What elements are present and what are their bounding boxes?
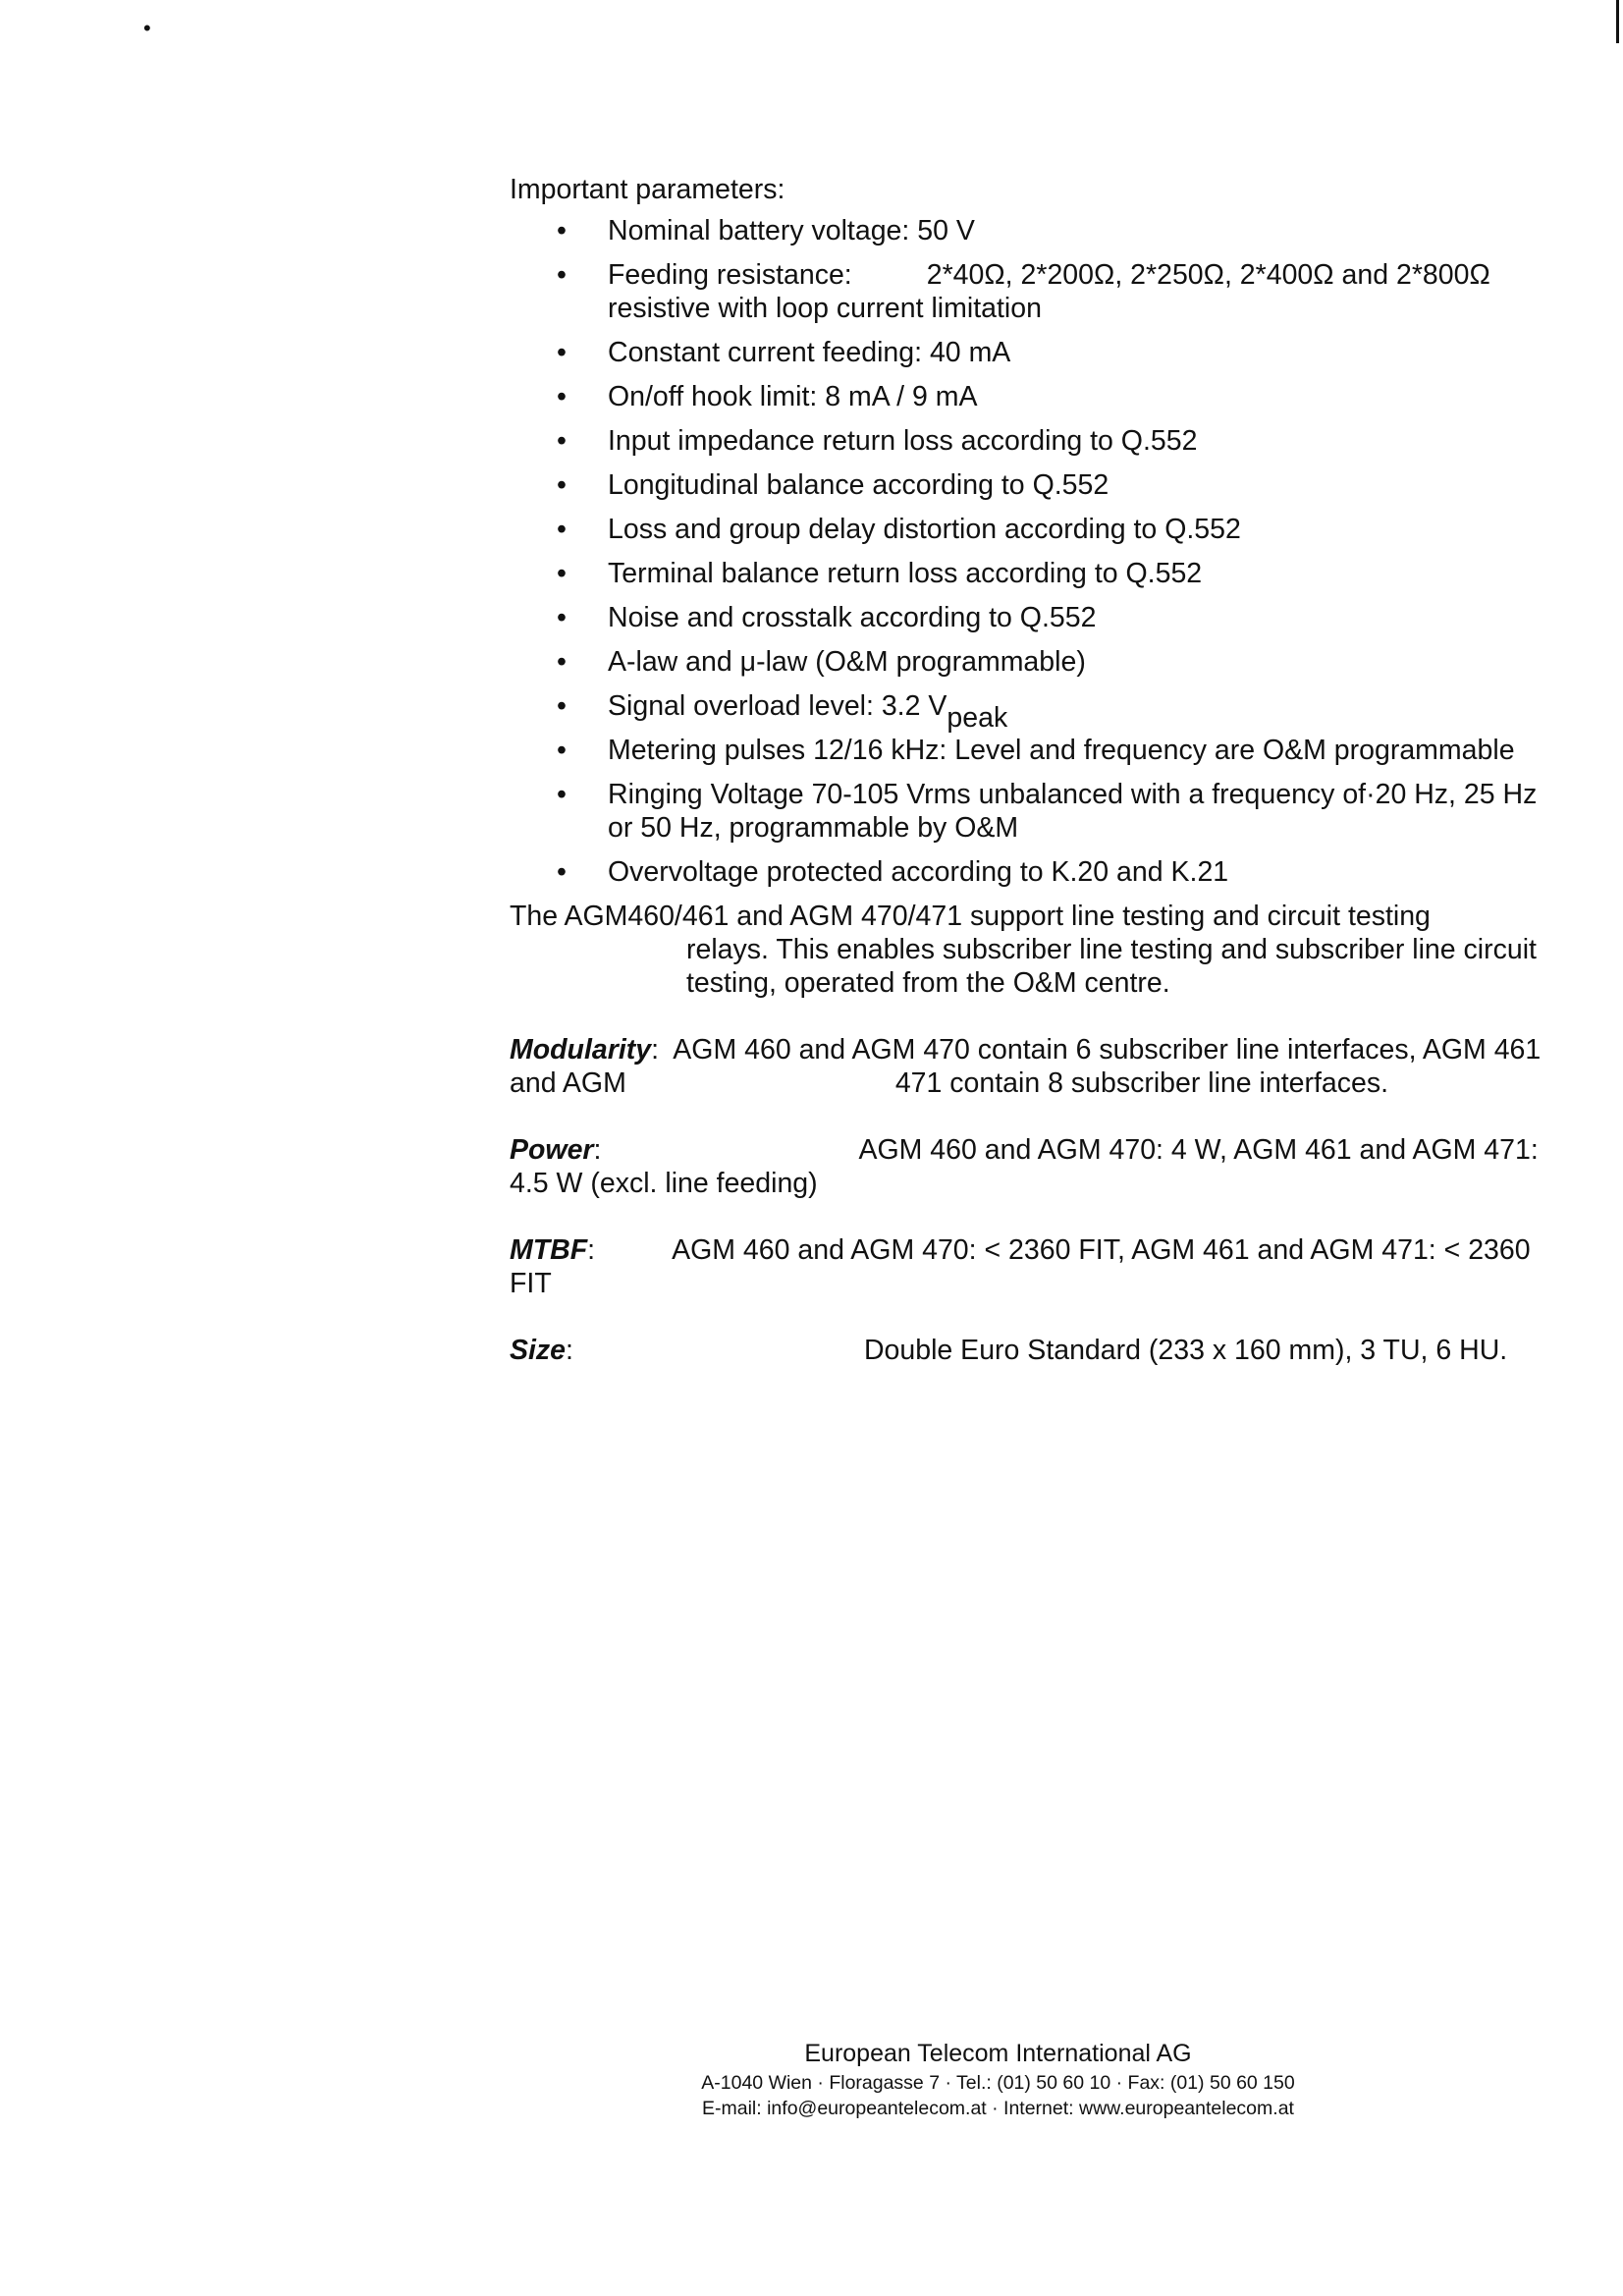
- power-section: Power: AGM 460 and AGM 470: 4 W, AGM 461 and AGM 471: 4.5 W (excl. line feeding): [510, 1134, 1539, 1199]
- mtbf-label: MTBF: [510, 1234, 588, 1266]
- param-text: Terminal balance return loss according to Q.552: [608, 558, 1203, 589]
- size-text: Double Euro Standard (233 x 160 mm), 3 TU, 6 HU.: [863, 1335, 1508, 1366]
- param-text: Signal overload level: 3.2 V: [608, 690, 947, 722]
- company-contact: E-mail: info@europeantelecom.at · Internet: www.europeantelecom.at: [702, 2098, 1294, 2119]
- param-text: Constant current feeding: 40 mA: [608, 337, 1011, 368]
- param-text: Ringing Voltage 70-105 Vrms unbalanced with a frequency of·20 Hz, 25 Hz or 50 Hz, programmable by O&M: [608, 779, 1538, 844]
- param-item: [510, 601, 1550, 634]
- param-text: Nominal battery voltage: 50 V: [608, 215, 975, 246]
- modularity-text-a: AGM 460 and AGM 470 contain 6 subscriber line interfaces, AGM 461 and AGM: [510, 1034, 1542, 1099]
- param-item: [510, 689, 1550, 734]
- bullet-icon: •: [557, 779, 567, 810]
- param-text: Noise and crosstalk according to Q.552: [608, 602, 1097, 633]
- testing-paragraph: [510, 900, 1550, 1000]
- param-text: On/off hook limit: 8 mA / 9 mA: [608, 381, 978, 412]
- size-label: Size: [510, 1335, 567, 1366]
- scan-edge-line: [1616, 0, 1619, 43]
- document-body: [510, 173, 1550, 1367]
- bullet-icon: •: [557, 690, 567, 722]
- feeding-values: 2*40Ω, 2*200Ω, 2*250Ω, 2*400Ω and 2*800Ω resistive with loop current limitation: [608, 259, 1490, 324]
- modularity-label: Modularity: [510, 1034, 652, 1066]
- peak-subscript: peak: [947, 702, 1008, 734]
- bullet-icon: •: [557, 425, 567, 457]
- bullet-icon: •: [557, 602, 567, 633]
- scan-mark: •: [143, 16, 151, 40]
- param-text: Input impedance return loss according to Q.552: [608, 425, 1198, 457]
- modularity-section: Modularity: AGM 460 and AGM 470 contain 6 subscriber line interfaces, AGM 461 and AGM 471 contain 8 subscriber line interfaces.: [510, 1034, 1542, 1099]
- params-heading: Important parameters:: [510, 174, 785, 205]
- param-item: [510, 424, 1550, 458]
- bullet-icon: •: [557, 215, 567, 246]
- bullet-icon: •: [557, 856, 567, 888]
- power-label: Power: [510, 1134, 594, 1166]
- param-item: [510, 645, 1550, 679]
- bullet-icon: •: [557, 259, 567, 291]
- mtbf-section: MTBF: AGM 460 and AGM 470: < 2360 FIT, AGM 461 and AGM 471: < 2360 FIT: [510, 1234, 1531, 1299]
- bullet-icon: •: [557, 646, 567, 678]
- param-text: Loss and group delay distortion according to Q.552: [608, 514, 1241, 545]
- param-item: [510, 258, 1550, 325]
- company-name: European Telecom International AG: [804, 2040, 1192, 2067]
- param-text: Feeding resistance:: [608, 259, 852, 291]
- size-section: Size: Double Euro Standard (233 x 160 mm), 3 TU, 6 HU.: [510, 1335, 1508, 1366]
- power-text: AGM 460 and AGM 470: 4 W, AGM 461 and AGM 471: 4.5 W (excl. line feeding): [510, 1134, 1539, 1199]
- bullet-icon: •: [557, 514, 567, 545]
- testing-continuation: relays. This enables subscriber line testing and subscriber line circuit testing, operated from the O&M centre.: [686, 934, 1537, 999]
- bullet-icon: •: [557, 381, 567, 412]
- param-item: [510, 778, 1550, 845]
- mtbf-text: AGM 460 and AGM 470: < 2360 FIT, AGM 461 and AGM 471: < 2360 FIT: [510, 1234, 1531, 1299]
- param-item: [510, 336, 1550, 369]
- param-item: [510, 513, 1550, 546]
- param-item: [510, 855, 1550, 889]
- bullet-icon: •: [557, 558, 567, 589]
- testing-first-line: The AGM460/461 and AGM 470/471 support line testing and circuit testing: [510, 901, 1431, 932]
- param-text: Metering pulses 12/16 kHz: Level and frequency are O&M programmable: [608, 735, 1515, 766]
- bullet-icon: •: [557, 469, 567, 501]
- modularity-text-b: 471 contain 8 subscriber line interfaces.: [894, 1067, 1389, 1099]
- param-text: Longitudinal balance according to Q.552: [608, 469, 1109, 501]
- bullet-icon: •: [557, 735, 567, 766]
- param-item: [510, 380, 1550, 413]
- param-text: A-law and μ-law (O&M programmable): [608, 646, 1086, 678]
- param-item: [510, 468, 1550, 502]
- params-list: [510, 214, 1550, 889]
- param-text: Overvoltage protected according to K.20 and K.21: [608, 856, 1229, 888]
- param-item: [510, 214, 1550, 247]
- letterhead-footer: [0, 2037, 1623, 2121]
- param-item: [510, 734, 1550, 767]
- company-address: A-1040 Wien · Floragasse 7 · Tel.: (01) 50 60 10 · Fax: (01) 50 60 150: [701, 2072, 1295, 2094]
- bullet-icon: •: [557, 337, 567, 368]
- param-item: [510, 557, 1550, 590]
